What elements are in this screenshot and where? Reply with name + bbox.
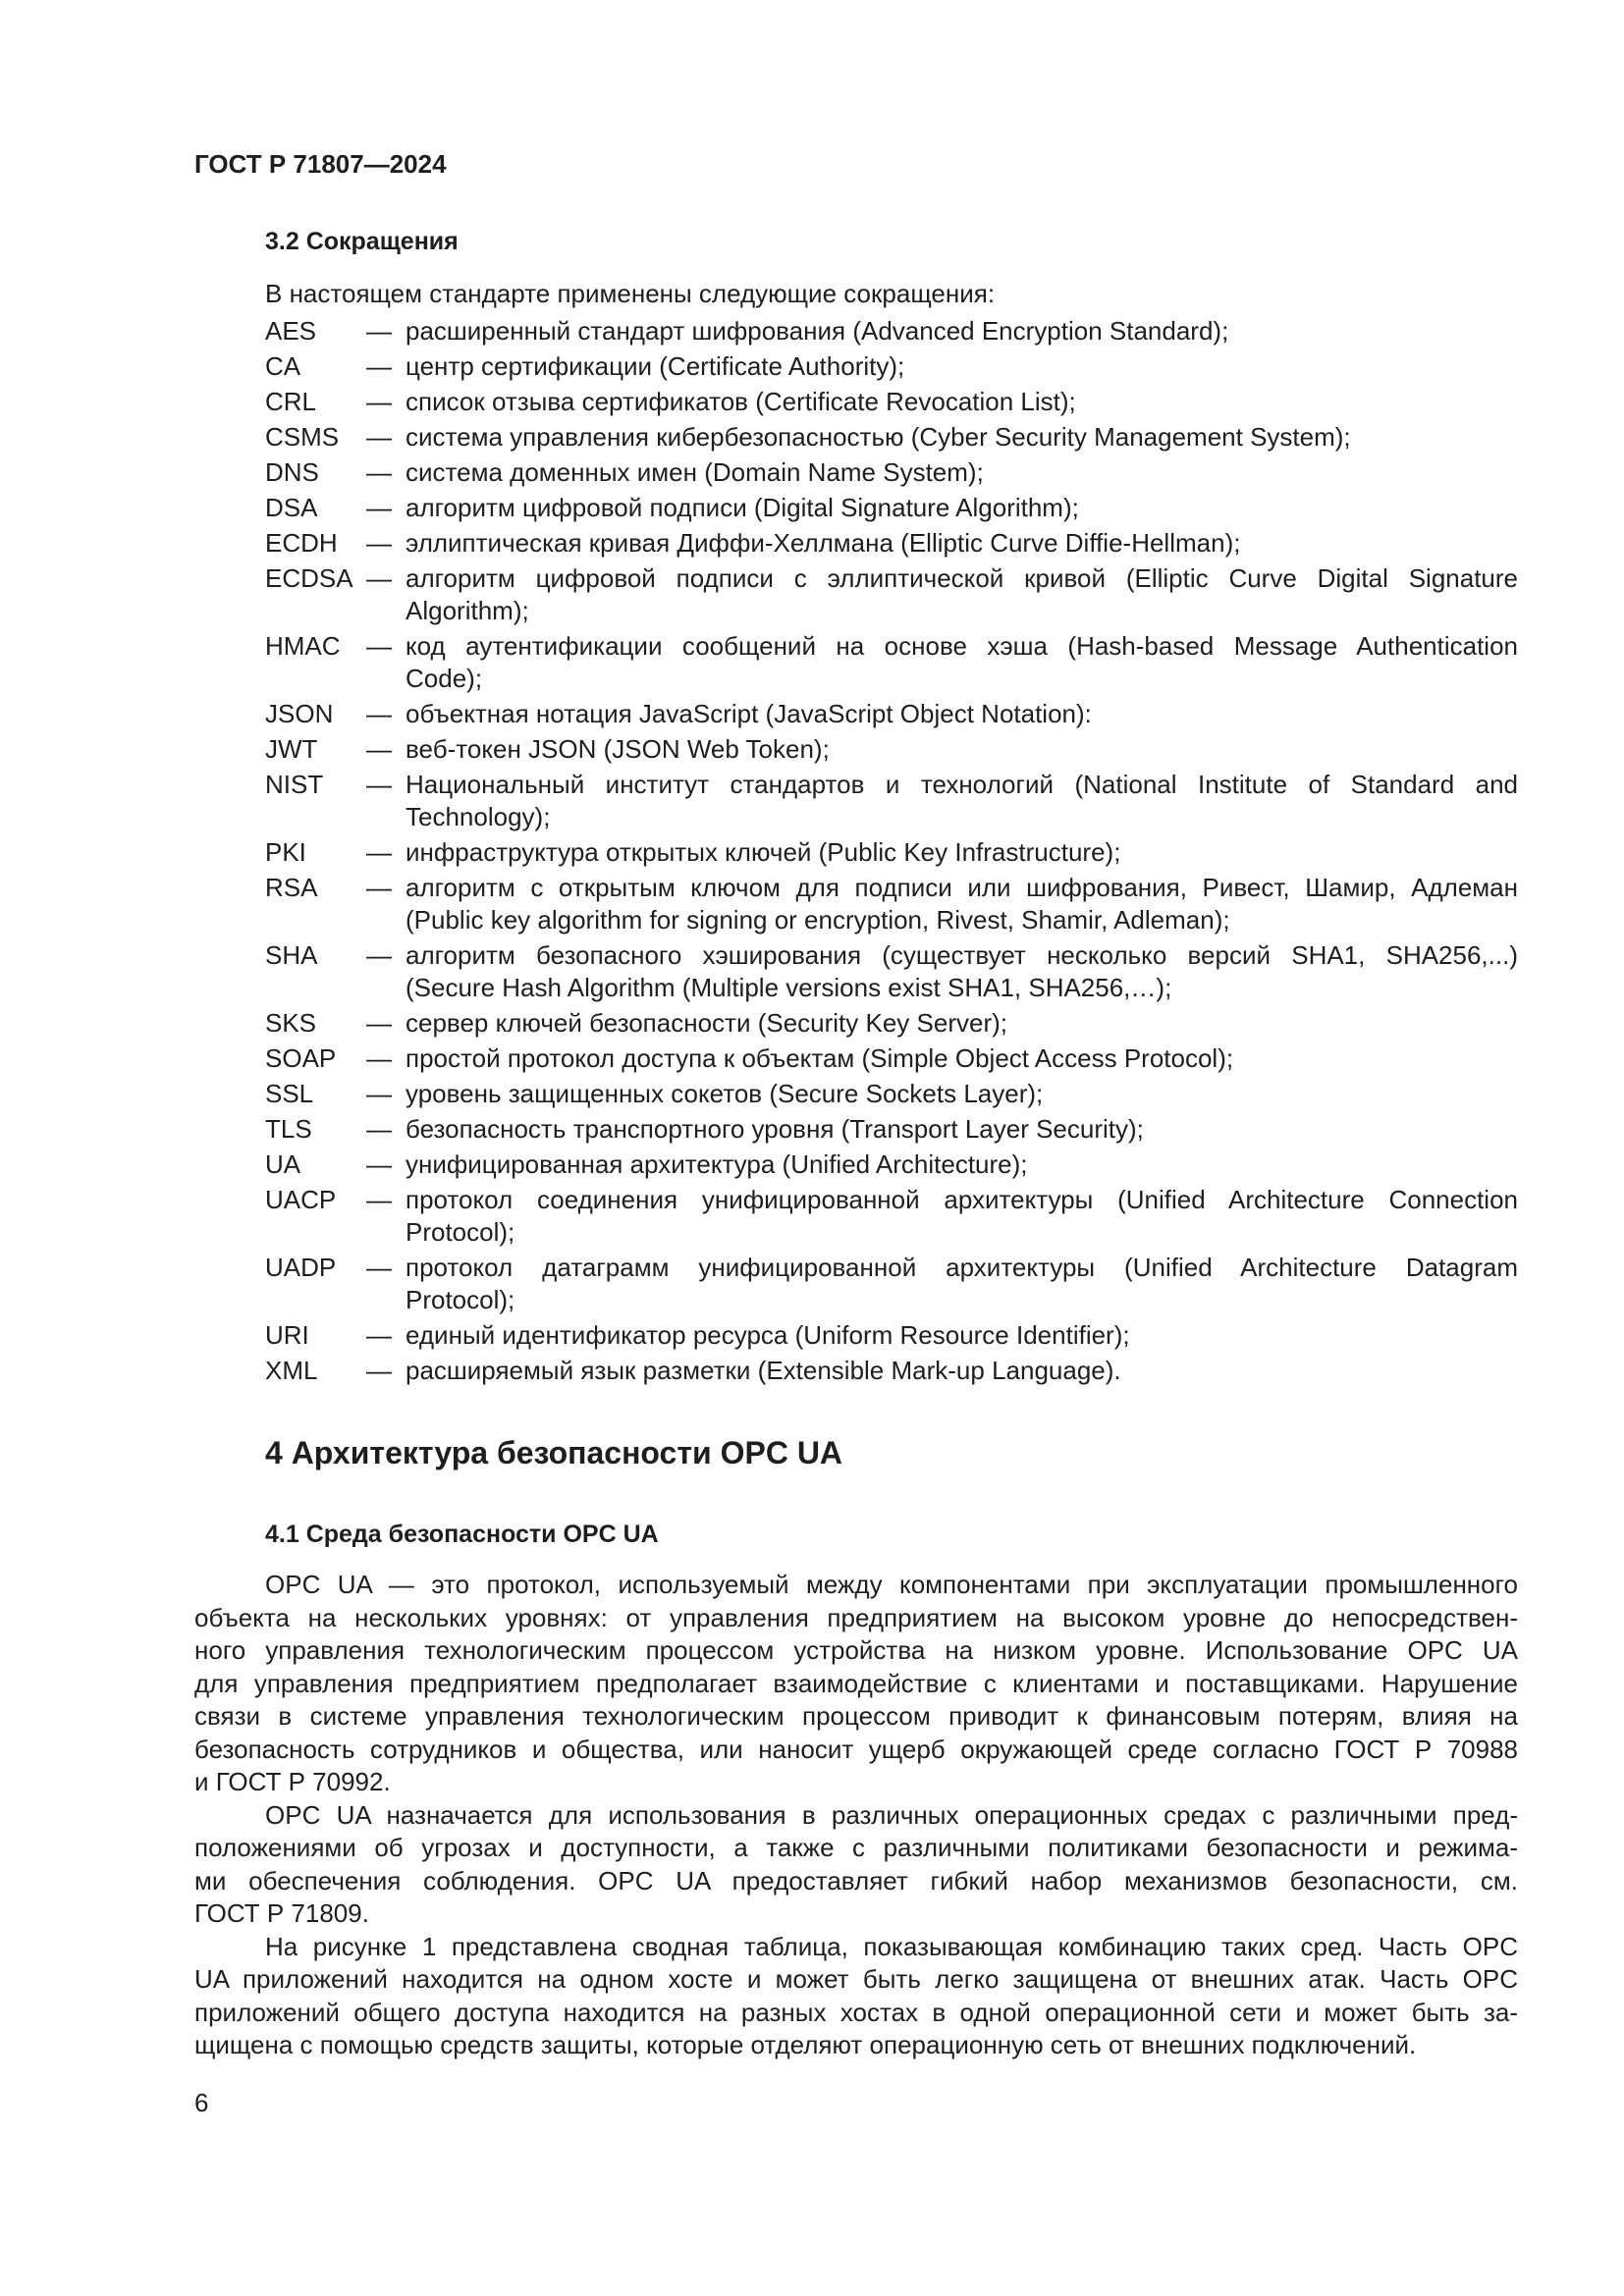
definition-line: (Secure Hash Algorithm (Multiple versions exist SHA1, SHA256,…);	[406, 973, 1172, 1002]
dash-separator: —	[366, 837, 392, 867]
paragraph-line: безопасность сотрудников и общества, или наносит ущерб окружающей среде согласно ГОСТ Р 70988	[194, 1734, 1518, 1764]
abbreviation-entry	[265, 1042, 1518, 1075]
abbreviation-entry	[265, 1078, 1518, 1110]
abbreviation-term: URI	[265, 1320, 309, 1350]
paragraph-line: OPC UA назначается для использования в различных операционных средах с различными пред-	[265, 1799, 1518, 1830]
abbreviation-term: UADP	[265, 1253, 337, 1282]
abbreviation-term: RSA	[265, 873, 318, 902]
dash-separator: —	[366, 528, 392, 558]
abbreviation-entry	[265, 527, 1518, 560]
abbreviation-definition	[406, 1184, 1518, 1249]
dash-separator: —	[366, 387, 392, 416]
abbreviation-entry	[265, 733, 1518, 766]
abbreviation-definition	[406, 769, 1518, 833]
paragraph-line: ми обеспечения соблюдения. OPC UA предоставляет гибкий набор механизмов безопасности, см.	[194, 1865, 1518, 1896]
abbreviation-entry	[265, 386, 1518, 418]
abbreviation-entry	[265, 492, 1518, 524]
definition-line: алгоритм цифровой подписи с эллиптической кривой (Elliptic Curve Digital Signature	[406, 563, 1518, 593]
abbreviation-definition	[406, 733, 1518, 766]
section-heading-4: 4 Архитектура безопасности OPC UA	[265, 1435, 843, 1470]
dash-separator: —	[366, 493, 392, 522]
abbreviation-definition	[406, 1007, 1518, 1040]
body-paragraph	[194, 1931, 1518, 2062]
dash-separator: —	[366, 1043, 392, 1073]
abbreviation-definition	[406, 562, 1518, 627]
paragraph-line: На рисунке 1 представлена сводная таблица, показывающая комбинацию таких сред. Часть OPC	[265, 1931, 1518, 1961]
dash-separator: —	[366, 770, 392, 799]
definition-line: эллиптическая кривая Диффи-Хеллмана (Elliptic Curve Diffie-Hellman);	[406, 528, 1241, 558]
paragraph-line: UA приложений находится на одном хосте и может быть легко защищена от внешних атак. Часть OPC	[194, 1964, 1518, 1994]
abbreviation-entry	[265, 315, 1518, 347]
abbreviation-entry	[265, 1148, 1518, 1181]
definition-line: инфраструктура открытых ключей (Public Key Infrastructure);	[406, 837, 1121, 867]
definition-line: список отзыва сертификатов (Certificate Revocation List);	[406, 387, 1076, 416]
paragraph-line: ГОСТ Р 71809.	[194, 1898, 369, 1928]
document-header-id: ГОСТ Р 71807—2024	[194, 149, 447, 179]
abbreviation-entry	[265, 1355, 1518, 1387]
definition-line: Algorithm);	[406, 596, 529, 625]
definition-line: центр сертификации (Certificate Authority);	[406, 351, 905, 381]
paragraph-line: для управления предприятием предполагает взаимодействие с клиентами и поставщиками. Нарушение	[194, 1668, 1518, 1698]
body-paragraph	[194, 1569, 1518, 1799]
abbreviation-definition	[406, 456, 1518, 489]
definition-line: расширяемый язык разметки (Extensible Mark-up Language).	[406, 1356, 1121, 1385]
abbreviation-definition	[406, 1078, 1518, 1110]
abbreviation-definition	[406, 386, 1518, 418]
definition-line: безопасность транспортного уровня (Transport Layer Security);	[406, 1114, 1144, 1144]
abbreviation-definition	[406, 836, 1518, 869]
dash-separator: —	[366, 316, 392, 346]
definition-line: Protocol);	[406, 1285, 515, 1314]
dash-separator: —	[366, 940, 392, 970]
abbreviation-term: SHA	[265, 940, 318, 970]
dash-separator: —	[366, 422, 392, 452]
section-heading-4-1: 4.1 Среда безопасности OPC UA	[265, 1521, 659, 1548]
abbreviation-term: PKI	[265, 837, 306, 867]
paragraph-line: объекта на нескольких уровнях: от управления предприятием на высоком уровне до непосредствен-	[194, 1602, 1518, 1632]
abbreviation-term: SSL	[265, 1079, 314, 1108]
dash-separator: —	[366, 1356, 392, 1385]
paragraph-line: и ГОСТ Р 70992.	[194, 1767, 391, 1796]
page-number: 6	[194, 2088, 209, 2117]
definition-line: система доменных имен (Domain Name System);	[406, 457, 984, 487]
dash-separator: —	[366, 699, 392, 728]
abbreviation-entry	[265, 1252, 1518, 1316]
abbreviation-definition	[406, 872, 1518, 936]
dash-separator: —	[366, 1185, 392, 1214]
abbreviation-entry	[265, 1113, 1518, 1146]
definition-line: алгоритм безопасного хэширования (существует несколько версий SHA1, SHA256,...)	[406, 940, 1518, 970]
abbreviation-definition	[406, 1042, 1518, 1075]
abbreviation-term: TLS	[265, 1114, 312, 1144]
abbreviation-entry	[265, 421, 1518, 454]
abbreviation-entry	[265, 769, 1518, 833]
abbreviation-term: JSON	[265, 699, 334, 728]
abbreviation-term: CRL	[265, 387, 317, 416]
definition-line: протокол датаграмм унифицированной архитектуры (Unified Architecture Datagram	[406, 1253, 1518, 1282]
paragraph-line: связи в системе управления технологическим процессом приводит к финансовым потерям, влияя на	[194, 1701, 1518, 1731]
dash-separator: —	[366, 1008, 392, 1038]
body-paragraph	[194, 1799, 1518, 1931]
definition-line: алгоритм цифровой подписи (Digital Signature Algorithm);	[406, 493, 1079, 522]
abbreviation-term: UA	[265, 1149, 301, 1179]
definition-line: сервер ключей безопасности (Security Key Server);	[406, 1008, 1007, 1038]
definition-line: расширенный стандарт шифрования (Advanced Encryption Standard);	[406, 316, 1229, 346]
abbreviation-entry	[265, 939, 1518, 1004]
paragraph-line: ного управления технологическим процессом устройства на низком уровне. Использование OPC UA	[194, 1635, 1518, 1665]
definition-line: уровень защищенных сокетов (Secure Sockets Layer);	[406, 1079, 1044, 1108]
abbreviation-term: ECDH	[265, 528, 338, 558]
abbreviation-term: AES	[265, 316, 317, 346]
section-4-1-body	[194, 1569, 1518, 2062]
section-heading-3-2: 3.2 Сокращения	[265, 228, 459, 255]
definition-line: протокол соединения унифицированной архитектуры (Unified Architecture Connection	[406, 1185, 1518, 1214]
abbreviation-term: XML	[265, 1356, 318, 1385]
dash-separator: —	[366, 351, 392, 381]
abbreviation-term: ECDSA	[265, 563, 353, 593]
abbreviation-definition	[406, 939, 1518, 1004]
abbreviation-term: CSMS	[265, 422, 340, 452]
abbreviations-intro: В настоящем стандарте применены следующие сокращения:	[265, 279, 996, 308]
abbreviation-entry	[265, 456, 1518, 489]
dash-separator: —	[366, 457, 392, 487]
abbreviation-definition	[406, 1148, 1518, 1181]
abbreviation-definition	[406, 1113, 1518, 1146]
dash-separator: —	[366, 1253, 392, 1282]
abbreviation-entry	[265, 836, 1518, 869]
definition-line: Национальный институт стандартов и технологий (National Institute of Standard and	[406, 770, 1518, 799]
dash-separator: —	[366, 1320, 392, 1350]
definition-line: Code);	[406, 664, 483, 693]
abbreviation-definition	[406, 630, 1518, 695]
abbreviation-definition	[406, 1355, 1518, 1387]
definition-line: Technology);	[406, 802, 551, 831]
abbreviation-entry	[265, 1319, 1518, 1352]
abbreviation-definition	[406, 315, 1518, 347]
abbreviation-term: DNS	[265, 457, 319, 487]
definition-line: единый идентификатор ресурса (Uniform Resource Identifier);	[406, 1320, 1130, 1350]
abbreviation-definition	[406, 421, 1518, 454]
abbreviation-entry	[265, 698, 1518, 730]
abbreviation-term: JWT	[265, 734, 318, 764]
dash-separator: —	[366, 1149, 392, 1179]
paragraph-line: положениями об угрозах и доступности, а также с различными политиками безопасности и режима-	[194, 1833, 1518, 1862]
definition-line: код аутентификации сообщений на основе хэша (Hash-based Message Authentication	[406, 631, 1518, 661]
abbreviation-entry	[265, 1184, 1518, 1249]
abbreviation-entry	[265, 630, 1518, 695]
abbreviations-list	[265, 315, 1518, 1390]
abbreviation-term: CA	[265, 351, 301, 381]
dash-separator: —	[366, 873, 392, 902]
paragraph-line: OPC UA — это протокол, используемый между компонентами при эксплуатации промышленного	[265, 1570, 1518, 1599]
definition-line: (Public key algorithm for signing or encryption, Rivest, Shamir, Adleman);	[406, 905, 1230, 934]
definition-line: унифицированная архитектура (Unified Architecture);	[406, 1149, 1028, 1179]
abbreviation-definition	[406, 527, 1518, 560]
definition-line: алгоритм с открытым ключом для подписи или шифрования, Ривест, Шамир, Адлеман	[406, 873, 1518, 902]
abbreviation-entry	[265, 562, 1518, 627]
abbreviation-definition	[406, 492, 1518, 524]
abbreviation-definition	[406, 1252, 1518, 1316]
dash-separator: —	[366, 563, 392, 593]
abbreviation-definition	[406, 698, 1518, 730]
definition-line: система управления кибербезопасностью (Cyber Security Management System);	[406, 422, 1351, 452]
dash-separator: —	[366, 1079, 392, 1108]
definition-line: объектная нотация JavaScript (JavaScript Object Notation):	[406, 699, 1092, 728]
dash-separator: —	[366, 734, 392, 764]
abbreviation-term: NIST	[265, 770, 324, 799]
definition-line: веб-токен JSON (JSON Web Token);	[406, 734, 830, 764]
abbreviation-definition	[406, 350, 1518, 383]
paragraph-line: приложений общего доступа находится на разных хостах в одной операционной сети и может быть за-	[194, 1997, 1518, 2027]
abbreviation-term: SKS	[265, 1008, 317, 1038]
paragraph-line: щищена с помощью средств защиты, которые отделяют операционную сеть от внешних подключений.	[194, 2030, 1417, 2059]
abbreviation-entry	[265, 1007, 1518, 1040]
abbreviation-definition	[406, 1319, 1518, 1352]
definition-line: Protocol);	[406, 1217, 515, 1247]
abbreviation-term: DSA	[265, 493, 318, 522]
abbreviation-term: SOAP	[265, 1043, 337, 1073]
abbreviation-term: UACP	[265, 1185, 337, 1214]
dash-separator: —	[366, 1114, 392, 1144]
definition-line: простой протокол доступа к объектам (Simple Object Access Protocol);	[406, 1043, 1234, 1073]
abbreviation-entry	[265, 350, 1518, 383]
abbreviation-entry	[265, 872, 1518, 936]
abbreviation-term: HMAC	[265, 631, 341, 661]
dash-separator: —	[366, 631, 392, 661]
